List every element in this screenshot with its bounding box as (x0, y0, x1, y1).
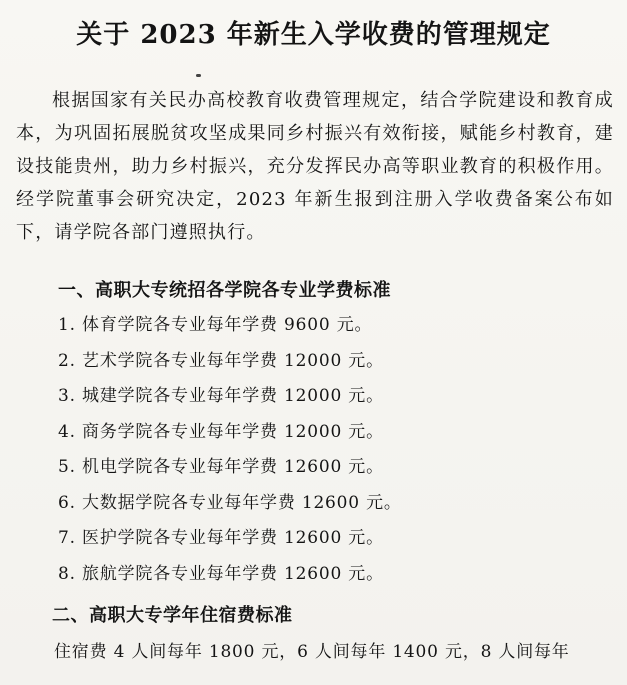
section-heading-tuition: 一、高职大专统招各学院各专业学费标准 (58, 280, 391, 301)
list-item: 8. 旅航学院各专业每年学费 12600 元。 (58, 563, 384, 584)
section-heading-lodging: 二、高职大专学年住宿费标准 (52, 605, 293, 626)
list-item: 4. 商务学院各专业每年学费 12000 元。 (58, 421, 384, 442)
list-item: 3. 城建学院各专业每年学费 12000 元。 (58, 386, 384, 406)
intro-paragraph: 根据国家有关民办高校教育收费管理规定，结合学院建设和教育成本，为巩固拓展脱贫攻坚成果同乡村振兴有效衔接，赋能乡村教育，建设技能贵州，助力乡村振兴，充分发挥民办高等职业教育的积极作用。经学院董事会研究决定，2023 年新生报到注册入学收费备案公布如下，请学院各部门遵照执行。 (16, 90, 614, 243)
list-item: 5. 机电学院各专业每年学费 12600 元。 (58, 457, 384, 477)
document-title: 关于 2023 年新生入学收费的管理规定 (76, 20, 551, 50)
ink-speck (196, 74, 201, 77)
list-item: 2. 艺术学院各专业每年学费 12000 元。 (58, 350, 384, 371)
list-item: 7. 医护学院各专业每年学费 12600 元。 (58, 528, 384, 548)
lodging-fee-text: 住宿费 4 人间每年 1800 元，6 人间每年 1400 元，8 人间每年 (54, 642, 570, 662)
list-item: 1. 体育学院各专业每年学费 9600 元。 (58, 315, 373, 335)
tuition-list (58, 310, 402, 594)
list-item: 6. 大数据学院各专业每年学费 12600 元。 (58, 492, 402, 513)
